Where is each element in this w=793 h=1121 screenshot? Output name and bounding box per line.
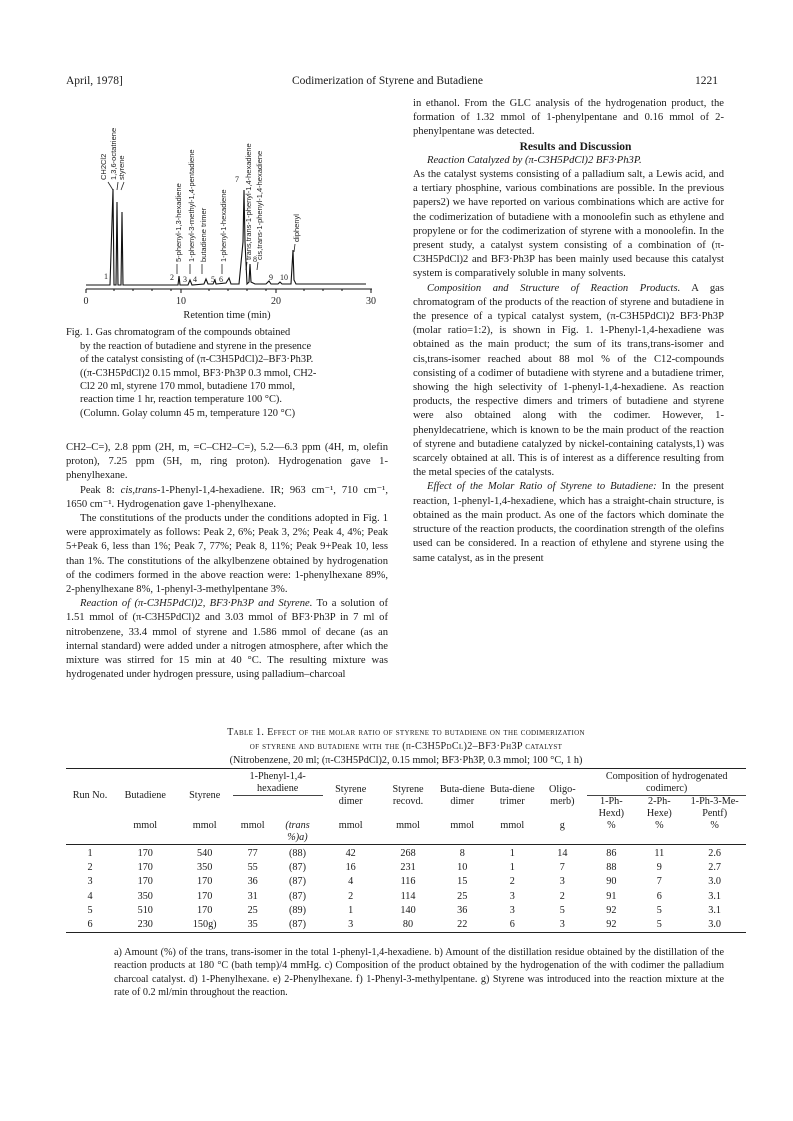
- table-caption-line-1: Table 1. Effect of the molar ratio of styrene to butadiene on the codimerization: [227, 727, 585, 738]
- table-cell: 7: [656, 876, 662, 888]
- table-cell: 350: [197, 862, 213, 874]
- table-cell: 16: [345, 862, 356, 874]
- peak8-rest: -1-Phenyl-1,4-hexadiene. IR; 963 cm⁻¹, 710 cm⁻¹, 1650 cm⁻¹. Hydrogenation gave 1-phenylhexane.: [66, 484, 388, 510]
- molar-ratio-body: In the present reaction, 1-phenyl-1,4-hexadiene, which has a straight-chain structure, is obtained as the main product. As one of the factors which dominate the structure of the reaction products, the coordination strength of the olefins used can be considered. In a reaction of ethylene and styrene using the same catalyst, as in the present: [413, 481, 724, 564]
- table-cell: 35: [247, 919, 258, 931]
- table-cell: 14: [557, 848, 568, 859]
- table-row: [66, 861, 746, 875]
- table-cell: 8: [459, 848, 465, 859]
- peak-number-1: 1: [104, 272, 108, 281]
- table-cell: (87): [289, 876, 306, 888]
- paragraph-catalyst-body: As the catalyst systems consisting of a palladium salt, a Lewis acid, and a tertiary phosphine, various combinations are possible. In the previous papers2) we have reported on various combinations which are active for the codimerization of butadiene with a monoolefin such as ethylene and propylene or for the codimerization of styrene with a monoolefin. In the present study, a catalyst system consisting of a combination of (π-C3H5PdCl)2 and BF3·Ph3P has been mainly used because this catalyst system is comparatively soluble in many solvents.: [413, 169, 724, 280]
- paragraph-reaction: [66, 597, 388, 682]
- col-styrene-dimer: Styrene dimer: [335, 783, 367, 807]
- table-cell: 3.1: [708, 904, 722, 916]
- table-cell: 86: [606, 848, 617, 859]
- peak-label-butadiene-trimer: butadiene trimer: [199, 207, 208, 262]
- col-2ph-hex: 2-Ph-Hexe): [646, 796, 672, 819]
- peak-number-6: 6: [219, 275, 223, 284]
- col-oligomer: Oligo-merb): [549, 783, 576, 807]
- table-cell: 540: [197, 848, 213, 859]
- table-cell: 1: [87, 848, 93, 859]
- table-cell: 3.0: [708, 876, 722, 888]
- unit-buta-trimer: mmol: [500, 820, 525, 831]
- table-1: [66, 768, 746, 935]
- table-cell: 42: [345, 848, 356, 859]
- col-ph3-mepent: 1-Ph-3-Me-Pentf): [690, 796, 739, 819]
- unit-oligomer: g: [559, 820, 565, 831]
- table-cell: (88): [289, 848, 306, 859]
- peak-number-3: 3: [183, 275, 187, 284]
- paragraph-molar-ratio: [413, 480, 724, 565]
- table-cell: 5: [559, 904, 565, 916]
- table-cell: 4: [87, 890, 93, 902]
- col-run: Run No.: [72, 789, 108, 801]
- table-cell: 1: [509, 848, 515, 859]
- reaction-body: To a solution of 1.51 mmol of (π-C3H5PdCl)2 and 3.03 mmol of BF3·Ph3P in 7 ml of nitrobenzene, 33.4 mmol of styrene and 1.586 mmol of decane (as an internal standard) were added under a nitrogen atmosphere, after which the mixture was stirred for 15 min at 40 °C. The resulting mixture was hydrogenated under hydrogen pressure, using palladium–charcoal: [66, 598, 388, 681]
- table-cell: 3: [509, 904, 515, 916]
- unit-styrene: mmol: [192, 820, 217, 831]
- paragraph-glc: in ethanol. From the GLC analysis of the hydrogenation product, the formation of 1.32 mmol of 1-phenylpentane and 0.16 mmol of 2-phenylpentane was detected.: [413, 98, 724, 138]
- caption-line-7: (Column. Golay column 45 m, temperature 120 °C): [80, 407, 296, 419]
- table-cell: 170: [137, 876, 153, 888]
- table-cell: 7: [559, 862, 565, 874]
- caption-line-3: of the catalyst consisting of (π-C3H5PdCl)2–BF3·Ph3P.: [80, 354, 314, 366]
- table-cell: 510: [137, 904, 153, 916]
- peak-label-diphenyl: diphenyl: [292, 214, 301, 242]
- caption-line-1: Fig. 1. Gas chromatogram of the compounds obtained: [66, 327, 291, 339]
- header-date: April, 1978]: [66, 75, 123, 87]
- catalyst-title: Reaction Catalyzed by (π-C3H5PdCl)2 BF3·Ph3P.: [427, 154, 642, 166]
- table-cell: 3: [559, 876, 565, 888]
- table-cell: 5: [656, 919, 662, 931]
- table-cell: (87): [289, 862, 306, 874]
- table-cell: 4: [348, 876, 354, 888]
- unit-pct-3: %: [710, 820, 719, 831]
- x-tick-30: 30: [366, 296, 376, 307]
- table-cell: 1: [348, 904, 354, 916]
- table-cell: 6: [656, 890, 662, 902]
- table-cell: 25: [247, 904, 258, 916]
- reaction-title: Reaction of (π-C3H5PdCl)2, BF3·Ph3P and Styrene.: [80, 598, 313, 610]
- peak-label-trans-trans: trans,trans-1-phenyl-1,4-hexadiene: [244, 143, 253, 260]
- unit-butadiene: mmol: [133, 820, 158, 831]
- table-cell: 3: [87, 876, 93, 888]
- table-cell: 31: [247, 890, 258, 902]
- peak-label-ch2cl2: CH2Cl2: [99, 153, 108, 180]
- caption-line-4: ((π-C3H5PdCl)2 0.15 mmol, BF3·Ph3P 0.3 mmol, CH2-: [80, 367, 317, 379]
- figure-1: [66, 92, 388, 312]
- table-row: [66, 918, 746, 933]
- table-cell: 2.7: [708, 862, 722, 874]
- table-cell: 6: [509, 919, 515, 931]
- table-cell: 116: [400, 876, 416, 888]
- col-composition: Composition of hydrogenated codimerc): [587, 771, 746, 796]
- table-cell: 5: [656, 904, 662, 916]
- table-cell: 90: [606, 876, 617, 888]
- peak-number-8: 8: [253, 255, 257, 264]
- peak8-lead: Peak 8:: [80, 484, 121, 496]
- paragraph-constitutions: The constitutions of the products under the conditions adopted in Fig. 1 were approximately as follows: Peak 2, 6%; Peak 3, 2%; Peak 4, 4%; Peak 5+Peak 6, less than 1%; Peak 7, 77%; Peak 8, 11%; Peak 9+Peak 10, less than 1%. The constitutions of the alkylbenzene obtained by hydrogenation of the codimers formed in the above reaction were: 1-phenylhexane 89%, 2-phenylhexane 8%, 1-phenyl-3-methylpentane 3%.: [66, 513, 388, 596]
- table-row: [66, 890, 746, 904]
- peak-label-5-phenyl: 5-phenyl-1,3-hexadiene: [174, 183, 183, 262]
- col-buta-dimer: Buta-diene dimer: [439, 783, 485, 807]
- table-cell: 80: [402, 919, 414, 931]
- peak-number-5: 5: [211, 275, 215, 284]
- x-axis-label: Retention time (min): [183, 310, 271, 321]
- table-cell: 3: [559, 919, 565, 931]
- table-caption-line-2: of styrene and butadiene with the (π-C3H5PdCl)2–BF3·Ph3P catalyst: [249, 741, 563, 752]
- table-1-caption: [66, 726, 746, 768]
- table-cell: 91: [606, 890, 617, 902]
- page-number: 1221: [695, 75, 718, 87]
- table-row: [66, 904, 746, 918]
- table-cell: 2: [559, 890, 565, 902]
- table-cell: 77: [247, 848, 258, 859]
- table-caption-line-3: (Nitrobenzene, 20 ml; (π-C3H5PdCl)2, 0.15 mmol; BF3·Ph3P, 0.3 mmol; 100 °C, 1 h): [229, 755, 583, 766]
- table-cell: 36: [457, 904, 468, 916]
- col-hexadiene: 1-Phenyl-1,4-hexadiene: [233, 771, 323, 796]
- table-cell: 150g): [192, 919, 217, 931]
- table-cell: 10: [457, 862, 468, 874]
- chromatogram-plot: [66, 92, 388, 312]
- left-column-body: [66, 441, 388, 682]
- table-cell: 3.0: [708, 919, 722, 931]
- table-cell: 170: [197, 876, 213, 888]
- peak-label-styrene: styrene: [117, 155, 126, 180]
- right-column-body: [413, 97, 724, 566]
- unit-pct-2: %: [655, 820, 664, 831]
- unit-styrene-dimer: mmol: [338, 820, 363, 831]
- paragraph-catalyst: [413, 154, 724, 168]
- x-tick-0: 0: [83, 296, 89, 307]
- x-tick-10: 10: [176, 296, 186, 307]
- table-cell: 2: [348, 890, 354, 902]
- caption-line-5: Cl2 20 ml, styrene 170 mmol, butadiene 170 mmol,: [80, 381, 296, 393]
- peak-label-cis-trans: cis,trans-1-phenyl-1,4-hexadiene: [255, 150, 264, 260]
- paragraph-nmr: CH2–C=), 2.8 ppm (2H, m, =C–CH2–C=), 5.2—6.3 ppm (4H, m, olefin proton), 7.25 ppm (5H, m, ring proton). Hydrogenation gave 1-phenylhexane.: [66, 442, 388, 482]
- table-cell: 36: [247, 876, 258, 888]
- table-cell: 170: [137, 862, 153, 874]
- peak-label-methylpentadiene: 1-phenyl-3-methyl-1,4-pentadiene: [187, 149, 196, 262]
- col-butadiene: Butadiene: [124, 789, 166, 801]
- caption-line-2: by the reaction of butadiene and styrene in the presence: [80, 340, 312, 352]
- col-styrene: Styrene: [189, 789, 221, 801]
- table-cell: 1: [509, 862, 515, 874]
- table-cell: 9: [656, 862, 662, 874]
- table-cell: 3: [509, 890, 515, 902]
- table-cell: 231: [400, 862, 416, 874]
- composition-title: Composition and Structure of Reaction Products.: [427, 282, 681, 294]
- table-body: [66, 847, 746, 933]
- peak-number-9: 9: [269, 273, 273, 282]
- table-cell: 2: [87, 862, 93, 874]
- table-cell: 2: [509, 876, 515, 888]
- table-cell: 5: [87, 904, 93, 916]
- table-cell: 170: [137, 848, 153, 859]
- unit-trans: (trans %)a): [285, 820, 310, 843]
- table-cell: 114: [400, 890, 416, 902]
- table-cell: 268: [400, 848, 416, 859]
- section-heading: Results and Discussion: [519, 140, 632, 153]
- table-cell: (87): [289, 890, 306, 902]
- peak-number-2: 2: [170, 273, 174, 282]
- table-cell: 3.1: [708, 890, 722, 902]
- caption-line-6: reaction time 1 hr, reaction temperature 100 °C).: [80, 394, 282, 406]
- paragraph-peak8: [66, 484, 388, 512]
- table-cell: 2.6: [708, 848, 722, 859]
- unit-pct-1: %: [607, 820, 616, 831]
- table-footnotes: a) Amount (%) of the trans, trans-isomer in the total 1-phenyl-1,4-hexadiene. b) Amount of the distillation residue obtained by the distillation of the reaction products at 180 °C (bath temp)/4 mmHg. c) Composition of the product obtained by the hydrogenation of the with codimer the palladium charcoal catalyst. d) 1-Phenylhexane. e) 2-Phenylhexane. f) 1-Phenyl-3-methylpentane. g) Styrene was introduced into the reaction mixture at the rate of 0.2 ml/min throughout the reaction.: [114, 947, 724, 999]
- table-cell: 170: [197, 904, 213, 916]
- table-cell: 92: [606, 919, 617, 931]
- peak-number-4: 4: [193, 275, 197, 284]
- unit-recovd: mmol: [396, 820, 420, 831]
- table-cell: 230: [137, 919, 153, 931]
- peak-label-phenylhexadiene: 1-phenyl-1-hexadiene: [219, 189, 228, 262]
- table-cell: 140: [400, 904, 416, 916]
- table-cell: 170: [197, 890, 213, 902]
- table-cell: 6: [87, 919, 93, 931]
- table-cell: (87): [289, 919, 306, 931]
- unit-hexadiene: mmol: [240, 820, 265, 831]
- peak-number-10: 10: [280, 273, 288, 282]
- table-row: [66, 875, 746, 889]
- peak-label-octatriene: 1,3,6-octatriene: [109, 127, 118, 180]
- molar-ratio-title: Effect of the Molar Ratio of Styrene to Butadiene:: [427, 481, 657, 493]
- table-row: [66, 847, 746, 861]
- header-title: Codimerization of Styrene and Butadiene: [292, 75, 483, 87]
- figure-1-caption: [66, 309, 388, 420]
- table-cell: 15: [457, 876, 468, 888]
- table-cell: 350: [137, 890, 153, 902]
- table-cell: 22: [457, 919, 468, 931]
- peak8-italic: cis,trans: [120, 484, 157, 496]
- paragraph-composition: [413, 282, 724, 481]
- table-cell: 25: [457, 890, 468, 902]
- table-cell: 88: [606, 862, 617, 874]
- col-buta-trimer: Buta-diene trimer: [489, 783, 535, 807]
- table-cell: 55: [247, 862, 258, 874]
- x-tick-20: 20: [271, 296, 281, 307]
- table-cell: 3: [348, 919, 354, 931]
- col-styrene-recovd: Styrene recovd.: [392, 783, 424, 807]
- composition-body: A gas chromatogram of the products of the reaction of styrene and butadiene in the presence of a typical catalyst system, (π-C3H5PdCl)2 BF3·Ph3P (molar ratio=1:2), is shown in Fig. 1. 1-Phenyl-1,4-hexadiene was obtained as the main product; the sum of its trans,trans-isomer and cis,trans-isomer reached about 88 mol % of the C12-compounds consisting of a codimer of butadiene with styrene and a butadiene trimer, showing the high selectivity of 1-phenyl-1,4-hexadiene. As reaction products, the respective dimers and trimers of butadiene and styrene were also obtained along with the codimer. However, 1-phenyldecatriene, which is known to be the main product of the reaction of styrene and butadiene catalyzed by nickel-containing catalysts,1) was scarcely obtained at all. This is of interest as a difference resulting from the metal species of the catalysts.: [413, 282, 724, 479]
- table-cell: 92: [606, 904, 617, 916]
- peak-number-7: 7: [235, 175, 239, 184]
- table-cell: 11: [654, 848, 665, 859]
- col-ph-hex: 1-Ph-Hexd): [598, 796, 625, 819]
- table-cell: (89): [289, 904, 306, 916]
- unit-buta-dimer: mmol: [450, 820, 475, 831]
